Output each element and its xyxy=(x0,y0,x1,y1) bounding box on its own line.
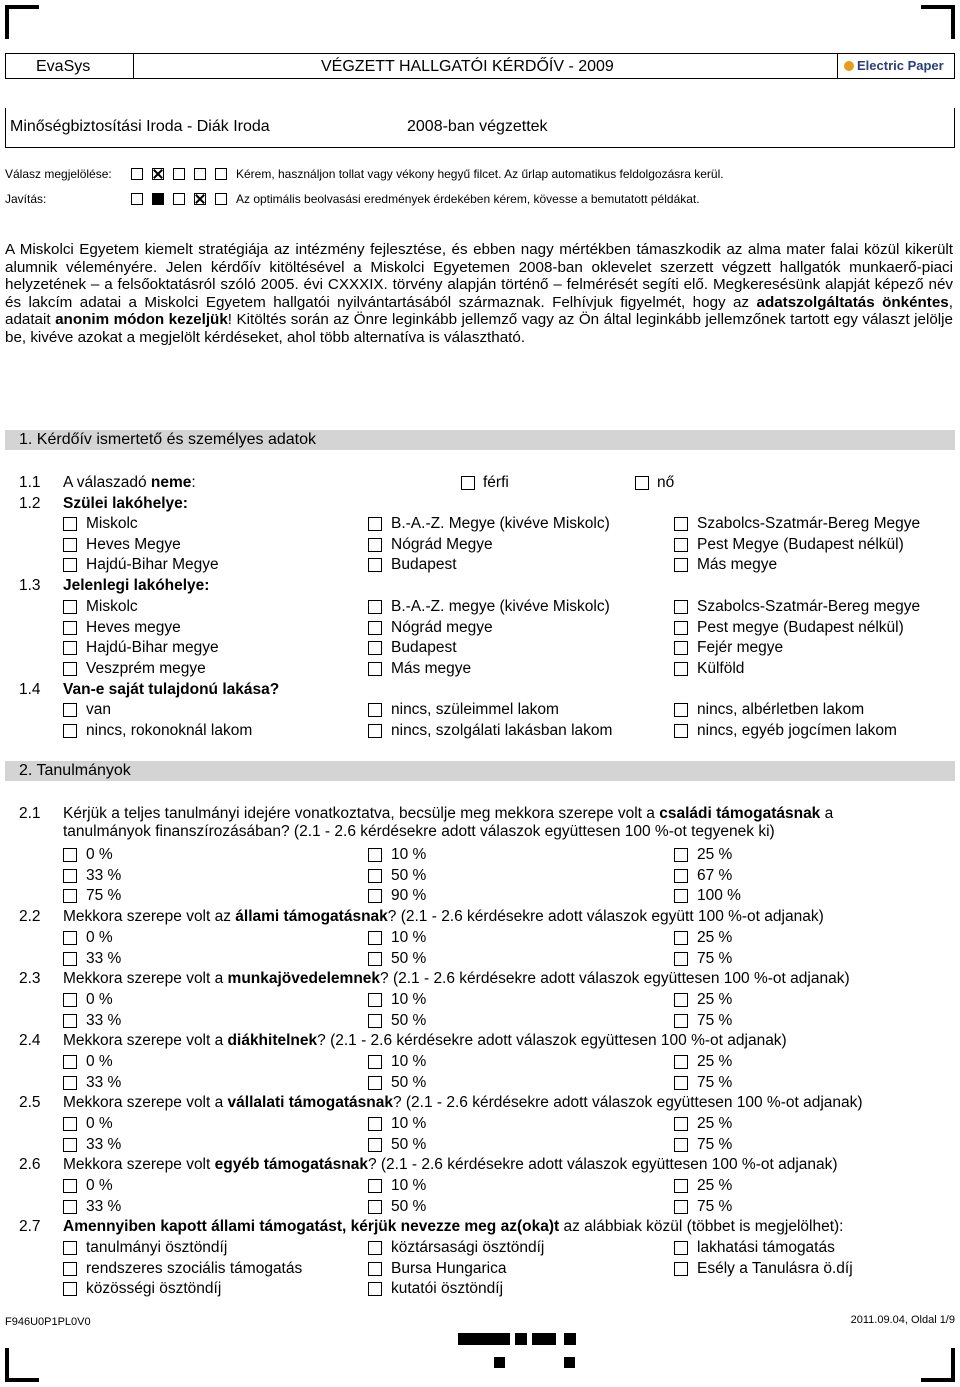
option-label: tanulmányi ösztöndíj xyxy=(86,1239,228,1256)
cohort-name: 2008-ban végzettek xyxy=(407,118,548,135)
option-label: 50 % xyxy=(391,866,427,884)
option-label: 75 % xyxy=(697,949,733,967)
checkbox[interactable] xyxy=(63,993,77,1007)
option-label: Budapest xyxy=(391,556,457,574)
checkbox[interactable] xyxy=(368,641,382,655)
demo-empty-box xyxy=(215,168,227,180)
option-label: közösségi ösztöndíj xyxy=(86,1280,222,1298)
checkbox[interactable] xyxy=(674,1055,688,1069)
option-label: Pest Megye (Budapest nélkül) xyxy=(697,535,904,553)
checkbox[interactable] xyxy=(63,1076,77,1090)
checkbox[interactable] xyxy=(674,662,688,676)
option-label: 33 % xyxy=(86,1011,122,1029)
checkbox[interactable] xyxy=(674,1014,688,1028)
question-text: A válaszadó neme: xyxy=(63,474,196,491)
checkbox[interactable] xyxy=(674,889,688,903)
checkbox[interactable] xyxy=(63,1179,77,1193)
checkbox-female[interactable] xyxy=(635,476,649,490)
option-label: Miskolc xyxy=(86,598,138,615)
option-label: 33 % xyxy=(86,949,122,967)
checkbox[interactable] xyxy=(674,869,688,883)
checkbox[interactable] xyxy=(63,1138,77,1152)
option-label: Külföld xyxy=(697,660,745,678)
option-label: 90 % xyxy=(391,887,427,905)
demo-checked-box xyxy=(152,168,164,180)
option-label: 50 % xyxy=(391,949,427,967)
demo-filled-box xyxy=(152,193,164,205)
checkbox[interactable] xyxy=(368,1200,382,1214)
option-label: 0 % xyxy=(86,846,113,863)
question-text-line2: tanulmányok finanszírozásában? (2.1 - 2.6 kérdésekre adott válaszok együttesen 100 %-ot tegyenek ki) xyxy=(63,823,775,840)
checkbox[interactable] xyxy=(368,889,382,903)
option-label: 50 % xyxy=(391,1197,427,1215)
corner-mark-top-right xyxy=(921,5,955,39)
checkbox[interactable] xyxy=(63,724,77,738)
demo-empty-box xyxy=(131,193,143,205)
option-label: Veszprém megye xyxy=(86,660,206,678)
option-label: kutatói ösztöndíj xyxy=(391,1280,504,1298)
option-label: B.-A.-Z. Megye (kivéve Miskolc) xyxy=(391,515,610,532)
question-text: Van-e saját tulajdonú lakása? xyxy=(63,681,280,698)
checkbox[interactable] xyxy=(674,600,688,614)
checkbox[interactable] xyxy=(368,538,382,552)
demo-empty-box xyxy=(215,193,227,205)
question-text: Mekkora szerepe volt a diákhitelnek? (2.1 - 2.6 kérdésekre adott válaszok együttesen 100 %-ot adjanak) xyxy=(63,1032,787,1049)
checkbox[interactable] xyxy=(63,1241,77,1255)
checkbox[interactable] xyxy=(368,1241,382,1255)
form-code: F946U0P1PL0V0 xyxy=(5,1316,91,1328)
checkbox[interactable] xyxy=(63,641,77,655)
option-label: 25 % xyxy=(697,991,733,1008)
mark-instruction: Kérem, használjon tollat vagy vékony hegyű filcet. Az űrlap automatikus feldolgozásra kerül. xyxy=(236,167,724,181)
checkbox[interactable] xyxy=(368,517,382,531)
checkbox[interactable] xyxy=(674,1179,688,1193)
office-name: Minőségbiztosítási Iroda - Diák Iroda xyxy=(10,118,270,135)
option-label: 75 % xyxy=(697,1135,733,1153)
checkbox[interactable] xyxy=(674,1138,688,1152)
form-subheader xyxy=(5,108,955,148)
checkbox[interactable] xyxy=(674,517,688,531)
question-number: 2.4 xyxy=(19,1032,41,1049)
option-label: nincs, szüleimmel lakom xyxy=(391,701,559,718)
checkbox[interactable] xyxy=(674,538,688,552)
option-label: Hajdú-Bihar megye xyxy=(86,639,219,657)
logo-icon xyxy=(844,61,854,71)
page-info: 2011.09.04, Oldal 1/9 xyxy=(850,1314,955,1326)
option-label: 25 % xyxy=(697,846,733,863)
checkbox[interactable] xyxy=(63,1200,77,1214)
option-label: 67 % xyxy=(697,866,733,884)
checkbox[interactable] xyxy=(63,558,77,572)
option-label: 10 % xyxy=(391,1115,427,1132)
checkbox[interactable] xyxy=(63,1262,77,1276)
checkbox[interactable] xyxy=(368,869,382,883)
checkbox[interactable] xyxy=(674,1200,688,1214)
checkbox[interactable] xyxy=(63,869,77,883)
option-label: 75 % xyxy=(697,1197,733,1215)
question-number: 1.4 xyxy=(19,681,41,698)
option-label: 10 % xyxy=(391,846,427,863)
option-label: Heves Megye xyxy=(86,535,181,553)
option-label: Bursa Hungarica xyxy=(391,1259,507,1277)
electric-paper-logo: Electric Paper xyxy=(844,56,944,76)
option-label: 33 % xyxy=(86,1073,122,1091)
question-text: Amennyiben kapott állami támogatást, kérjük nevezze meg az(oka)t az alábbiak közül (többet is megjelölhet): xyxy=(63,1218,844,1235)
option-label: férfi xyxy=(483,474,509,491)
option-label: 25 % xyxy=(697,1177,733,1194)
checkbox-male[interactable] xyxy=(461,476,475,490)
demo-empty-box xyxy=(173,168,185,180)
option-label: Fejér megye xyxy=(697,639,784,657)
option-label: 25 % xyxy=(697,929,733,946)
checkbox[interactable] xyxy=(674,952,688,966)
checkbox[interactable] xyxy=(368,1179,382,1193)
option-label: Szabolcs-Szatmár-Bereg megye xyxy=(697,598,921,615)
checkbox[interactable] xyxy=(368,724,382,738)
option-label: 10 % xyxy=(391,1177,427,1194)
option-label: B.-A.-Z. megye (kivéve Miskolc) xyxy=(391,598,610,615)
checkbox[interactable] xyxy=(674,993,688,1007)
question-number: 1.1 xyxy=(19,474,41,491)
option-label: 0 % xyxy=(86,991,113,1008)
option-label: Budapest xyxy=(391,639,457,657)
option-label: Más megye xyxy=(697,556,778,574)
question-number: 2.5 xyxy=(19,1094,41,1111)
corner-mark-top-left xyxy=(5,5,39,39)
corner-mark-bottom-left xyxy=(5,1348,39,1382)
demo-empty-box xyxy=(194,168,206,180)
checkbox[interactable] xyxy=(674,558,688,572)
checkbox[interactable] xyxy=(63,662,77,676)
demo-empty-box xyxy=(131,168,143,180)
question-text: Mekkora szerepe volt egyéb támogatásnak? (2.1 - 2.6 kérdésekre adott válaszok együttesen 100 %-ot adjanak) xyxy=(63,1156,838,1173)
checkbox[interactable] xyxy=(674,931,688,945)
checkbox[interactable] xyxy=(674,1262,688,1276)
question-number: 1.2 xyxy=(19,495,41,512)
option-label: 0 % xyxy=(86,1177,113,1194)
option-label: Esély a Tanulásra ö.díj xyxy=(697,1259,853,1277)
option-label: Szabolcs-Szatmár-Bereg Megye xyxy=(697,515,921,532)
checkbox[interactable] xyxy=(368,1282,382,1296)
checkbox[interactable] xyxy=(368,1138,382,1152)
option-label: nincs, rokonoknál lakom xyxy=(86,721,253,739)
section-title-1: 1. Kérdőív ismertető és személyes adatok xyxy=(5,430,955,450)
option-label: Nógrád Megye xyxy=(391,535,493,553)
checkbox[interactable] xyxy=(368,1014,382,1028)
checkbox[interactable] xyxy=(368,1262,382,1276)
checkbox[interactable] xyxy=(368,952,382,966)
option-label: 10 % xyxy=(391,991,427,1008)
checkbox[interactable] xyxy=(368,558,382,572)
corner-mark-bottom-right xyxy=(921,1348,955,1382)
checkbox[interactable] xyxy=(368,993,382,1007)
checkbox[interactable] xyxy=(674,621,688,635)
checkbox[interactable] xyxy=(63,1014,77,1028)
option-label: nincs, szolgálati lakásban lakom xyxy=(391,721,613,739)
checkbox[interactable] xyxy=(368,600,382,614)
option-label: Pest megye (Budapest nélkül) xyxy=(697,618,904,636)
option-label: Miskolc xyxy=(86,515,138,532)
checkbox[interactable] xyxy=(674,703,688,717)
option-label: 75 % xyxy=(697,1073,733,1091)
correct-label: Javítás: xyxy=(5,192,47,206)
checkbox[interactable] xyxy=(368,1055,382,1069)
question-text: Mekkora szerepe volt a munkajövedelemnek? (2.1 - 2.6 kérdésekre adott válaszok együttesen 100 %-ot adjanak) xyxy=(63,970,850,987)
checkbox[interactable] xyxy=(368,1117,382,1131)
question-number: 1.3 xyxy=(19,577,41,594)
form-header xyxy=(5,53,955,79)
checkbox[interactable] xyxy=(63,952,77,966)
checkbox[interactable] xyxy=(63,848,77,862)
option-label: 33 % xyxy=(86,1197,122,1215)
option-label: nincs, egyéb jogcímen lakom xyxy=(697,721,897,739)
option-label: nincs, albérletben lakom xyxy=(697,701,865,718)
checkbox[interactable] xyxy=(63,1055,77,1069)
correct-instruction: Az optimális beolvasási eredmények érdekében kérem, kövesse a bemutatott példákat. xyxy=(236,192,700,206)
option-label: Nógrád megye xyxy=(391,618,493,636)
question-text: Jelenlegi lakóhelye: xyxy=(63,577,210,594)
mark-label: Válasz megjelölése: xyxy=(5,167,112,181)
form-title: VÉGZETT HALLGATÓI KÉRDŐÍV - 2009 xyxy=(321,58,614,75)
question-number: 2.1 xyxy=(19,805,41,822)
checkbox[interactable] xyxy=(368,662,382,676)
option-label: 33 % xyxy=(86,1135,122,1153)
option-label: 0 % xyxy=(86,929,113,946)
question-text: Mekkora szerepe volt az állami támogatásnak? (2.1 - 2.6 kérdésekre adott válaszok együtt 100 %-ot adjanak) xyxy=(63,908,824,925)
option-label: 100 % xyxy=(697,887,741,905)
checkbox[interactable] xyxy=(674,1241,688,1255)
checkbox[interactable] xyxy=(674,1076,688,1090)
option-label: lakhatási támogatás xyxy=(697,1239,835,1256)
demo-empty-box xyxy=(173,193,185,205)
checkbox[interactable] xyxy=(63,538,77,552)
option-label: 25 % xyxy=(697,1115,733,1132)
question-number: 2.6 xyxy=(19,1156,41,1173)
option-label: 0 % xyxy=(86,1115,113,1132)
checkbox[interactable] xyxy=(368,621,382,635)
option-label: 75 % xyxy=(86,887,122,905)
app-name: EvaSys xyxy=(36,58,91,75)
option-label: 10 % xyxy=(391,929,427,946)
checkbox[interactable] xyxy=(63,600,77,614)
option-label: rendszeres szociális támogatás xyxy=(86,1259,303,1277)
option-label: 75 % xyxy=(697,1011,733,1029)
checkbox[interactable] xyxy=(368,703,382,717)
checkbox[interactable] xyxy=(674,724,688,738)
checkbox[interactable] xyxy=(63,621,77,635)
option-label: 33 % xyxy=(86,866,122,884)
option-label: 10 % xyxy=(391,1053,427,1070)
option-label: 0 % xyxy=(86,1053,113,1070)
checkbox[interactable] xyxy=(63,703,77,717)
checkbox[interactable] xyxy=(368,1076,382,1090)
question-number: 2.7 xyxy=(19,1218,41,1235)
question-text: Mekkora szerepe volt a vállalati támogatásnak? (2.1 - 2.6 kérdésekre adott válaszok együttesen 100 %-ot adjanak) xyxy=(63,1094,863,1111)
option-label: köztársasági ösztöndíj xyxy=(391,1239,545,1256)
checkbox[interactable] xyxy=(63,1282,77,1296)
question-text: Szülei lakóhelye: xyxy=(63,495,188,512)
option-label: 25 % xyxy=(697,1053,733,1070)
checkbox[interactable] xyxy=(674,848,688,862)
option-label: van xyxy=(86,701,111,718)
option-label: 50 % xyxy=(391,1135,427,1153)
checkbox[interactable] xyxy=(63,517,77,531)
option-label: Hajdú-Bihar Megye xyxy=(86,556,219,574)
intro-paragraph: A Miskolci Egyetem kiemelt stratégiája az intézmény fejlesztése, és ebben nagy mértékben támaszkodik az alma mater falai közül kikerült alumnik véleményére. Jelen kérdőív kitöltésével a Miskolci Egyetemen 2008-ban oklevelet szerzett végzett hallgatók munkaerő-piaci helyzetének – a felsőoktatásról szóló 2005. évi CXXXIX. törvény alapján történő – felmérését segíti elő. Megkeresésünk alapját képező név és lakcím adatai a Miskolci Egyetem hallgatói nyilvántartásából származnak. Felhívjuk figyelmét, hogy az adatszolgáltatás önkéntes, adatait anonim módon kezeljük! Kitöltés során az Önre leginkább jellemző vagy az Ön által leginkább jellemzőnek tartott egy választ jelölje be, kivéve azokat a megjelölt kérdéseket, ahol több alternatíva is választható. xyxy=(5,241,953,346)
checkbox[interactable] xyxy=(674,641,688,655)
question-number: 2.2 xyxy=(19,908,41,925)
checkbox[interactable] xyxy=(63,889,77,903)
checkbox[interactable] xyxy=(368,931,382,945)
option-label: Heves megye xyxy=(86,618,181,636)
demo-checked-box xyxy=(194,193,206,205)
checkbox[interactable] xyxy=(63,931,77,945)
question-text: Kérjük a teljes tanulmányi idejére vonatkoztatva, becsülje meg mekkora szerepe volt a családi támogatásnak a xyxy=(63,805,834,822)
question-number: 2.3 xyxy=(19,970,41,987)
option-label: Más megye xyxy=(391,660,472,678)
option-label: nő xyxy=(657,474,675,491)
section-title-2: 2. Tanulmányok xyxy=(5,761,955,781)
checkbox[interactable] xyxy=(63,1117,77,1131)
checkbox[interactable] xyxy=(368,848,382,862)
option-label: 50 % xyxy=(391,1073,427,1091)
option-label: 50 % xyxy=(391,1011,427,1029)
checkbox[interactable] xyxy=(674,1117,688,1131)
